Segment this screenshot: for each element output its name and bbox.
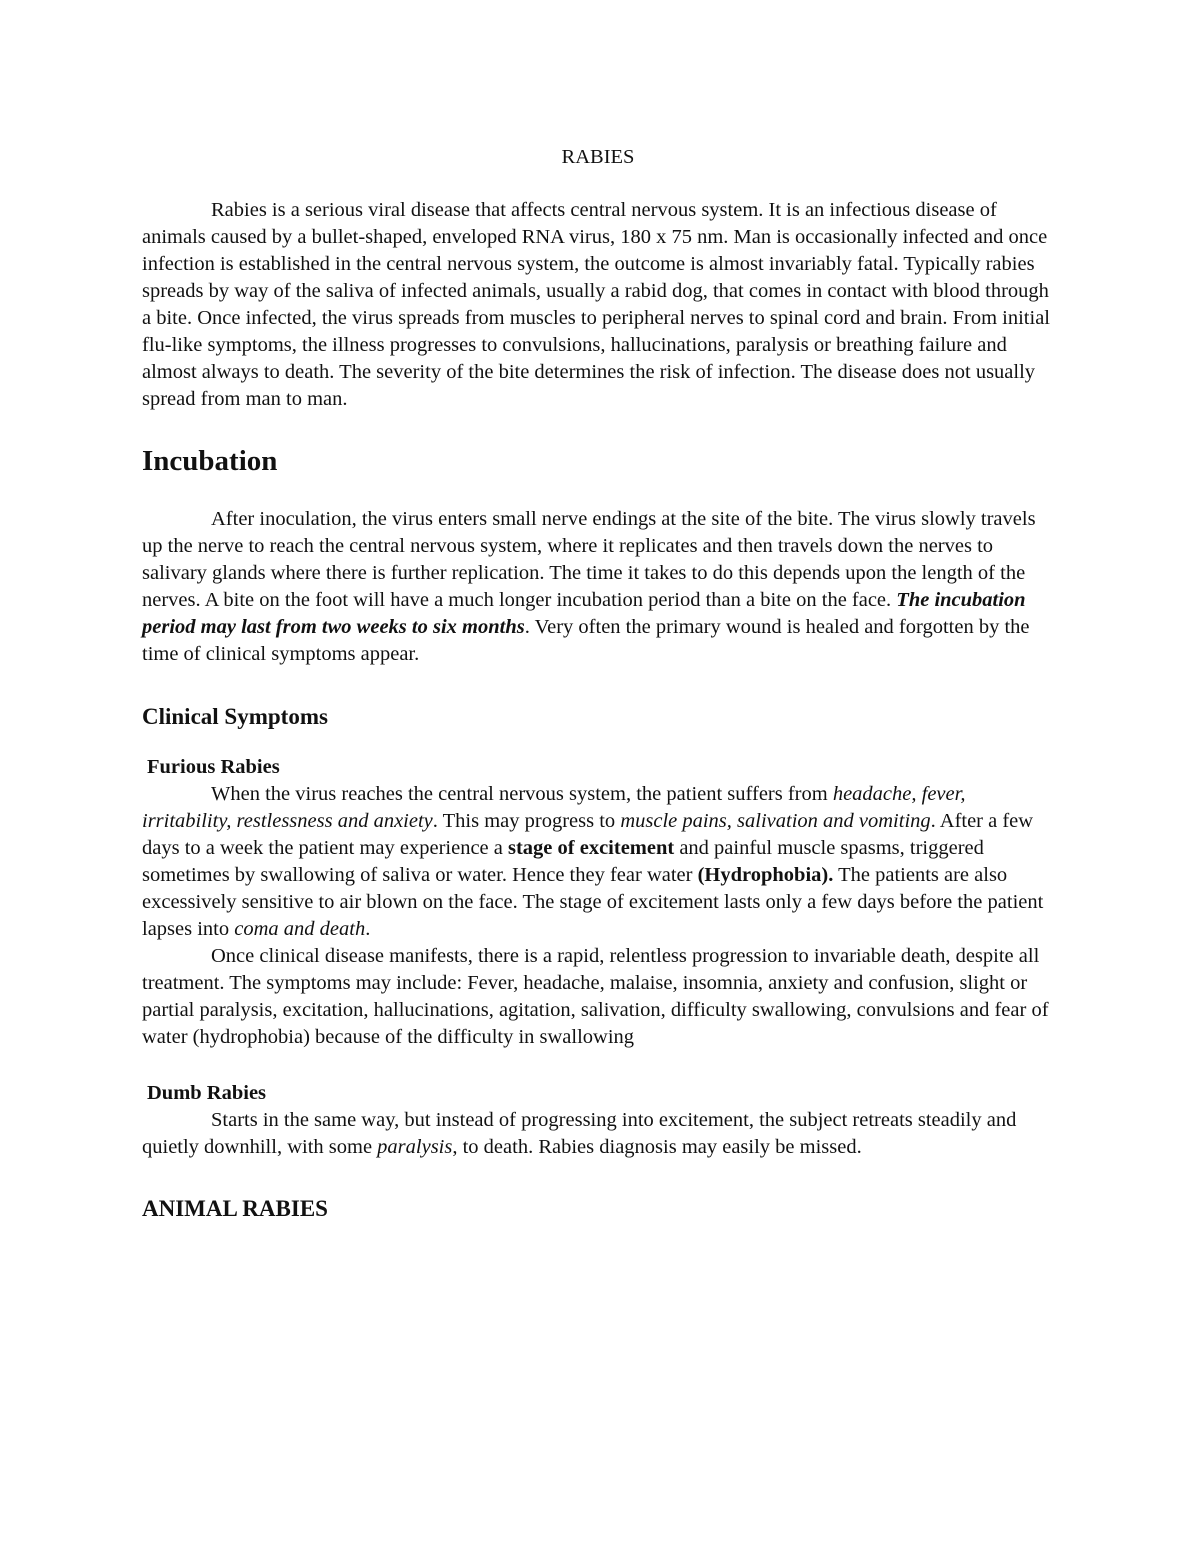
incubation-paragraph	[142, 506, 1054, 668]
furious-rabies-paragraph-1	[142, 781, 1054, 943]
document-title: RABIES	[561, 146, 635, 168]
incubation-text-1: After inoculation, the virus enters small nerve endings at the site of the bite. The virus slowly travels up the nerve to reach the central nervous system, where it replicates and then travels down the nerves to salivary glands where there is further replication. The time it takes to do this depends upon the length of the nerves. A bite on the foot will have a much longer incubation period than a bite on the face.	[142, 508, 1036, 611]
document-body	[142, 142, 1054, 1224]
furious-bold-2: (Hydrophobia).	[697, 864, 834, 886]
incubation-text-2: . Very often the primary wound is healed and forgotten by the time of clinical symptoms appear.	[142, 616, 1030, 665]
dumb-rabies-paragraph	[142, 1107, 1054, 1161]
furious-text-d: and painful muscle spasms, triggered sometimes by swallowing of saliva or water. Hence they fear water	[142, 837, 984, 886]
dumb-text-b: , to death. Rabies diagnosis may easily be missed.	[452, 1136, 862, 1158]
furious-text-a: When the virus reaches the central nervous system, the patient suffers from	[211, 783, 833, 805]
dumb-rabies-heading: Dumb Rabies	[147, 1082, 267, 1104]
furious-text-f: .	[365, 918, 371, 940]
furious-italic-1: headache, fever, irritability, restlessness and anxiety	[142, 783, 966, 832]
furious-italic-2: muscle pains, salivation and vomiting	[620, 810, 931, 832]
dumb-italic: paralysis	[377, 1136, 453, 1158]
clinical-symptoms-heading: Clinical Symptoms	[142, 704, 328, 729]
incubation-heading: Incubation	[142, 445, 278, 477]
furious-rabies-paragraph-2: Once clinical disease manifests, there is a rapid, relentless progression to invariable death, despite all treatment. The symptoms may include: Fever, headache, malaise, insomnia, anxiety and confusion, slight or partial paralysis, excitation, hallucinations, agitation, salivation, difficulty swallowing, convulsions and fear of water (hydrophobia) because of the difficulty in swallowing	[142, 945, 1049, 1048]
furious-text-e: The patients are also excessively sensitive to air blown on the face. The stage of excitement lasts only a few days before the patient lapses into	[142, 864, 1044, 940]
dumb-text-a: Starts in the same way, but instead of progressing into excitement, the subject retreats steadily and quietly downhill, with some	[142, 1109, 1017, 1158]
furious-text-c: . After a few days to a week the patient may experience a	[142, 810, 1034, 859]
animal-rabies-heading: ANIMAL RABIES	[142, 1196, 328, 1221]
furious-bold-1: stage of excitement	[508, 837, 675, 859]
furious-italic-3: coma and death	[234, 918, 366, 940]
intro-paragraph: Rabies is a serious viral disease that affects central nervous system. It is an infectious disease of animals caused by a bullet-shaped, enveloped RNA virus, 180 x 75 nm. Man is occasionally infected and once infection is established in the central nervous system, the outcome is almost invariably fatal. Typically rabies spreads by way of the saliva of infected animals, usually a rabid dog, that comes in contact with blood through a bite. Once infected, the virus spreads from muscles to peripheral nerves to spinal cord and brain. From initial flu-like symptoms, the illness progresses to convulsions, hallucinations, paralysis or breathing failure and almost always to death. The severity of the bite determines the risk of infection. The disease does not usually spread from man to man.	[142, 199, 1050, 410]
furious-text-b: . This may progress to	[432, 810, 621, 832]
furious-rabies-heading: Furious Rabies	[147, 756, 280, 778]
incubation-emphasis: The incubation period may last from two weeks to six months	[142, 589, 1026, 638]
